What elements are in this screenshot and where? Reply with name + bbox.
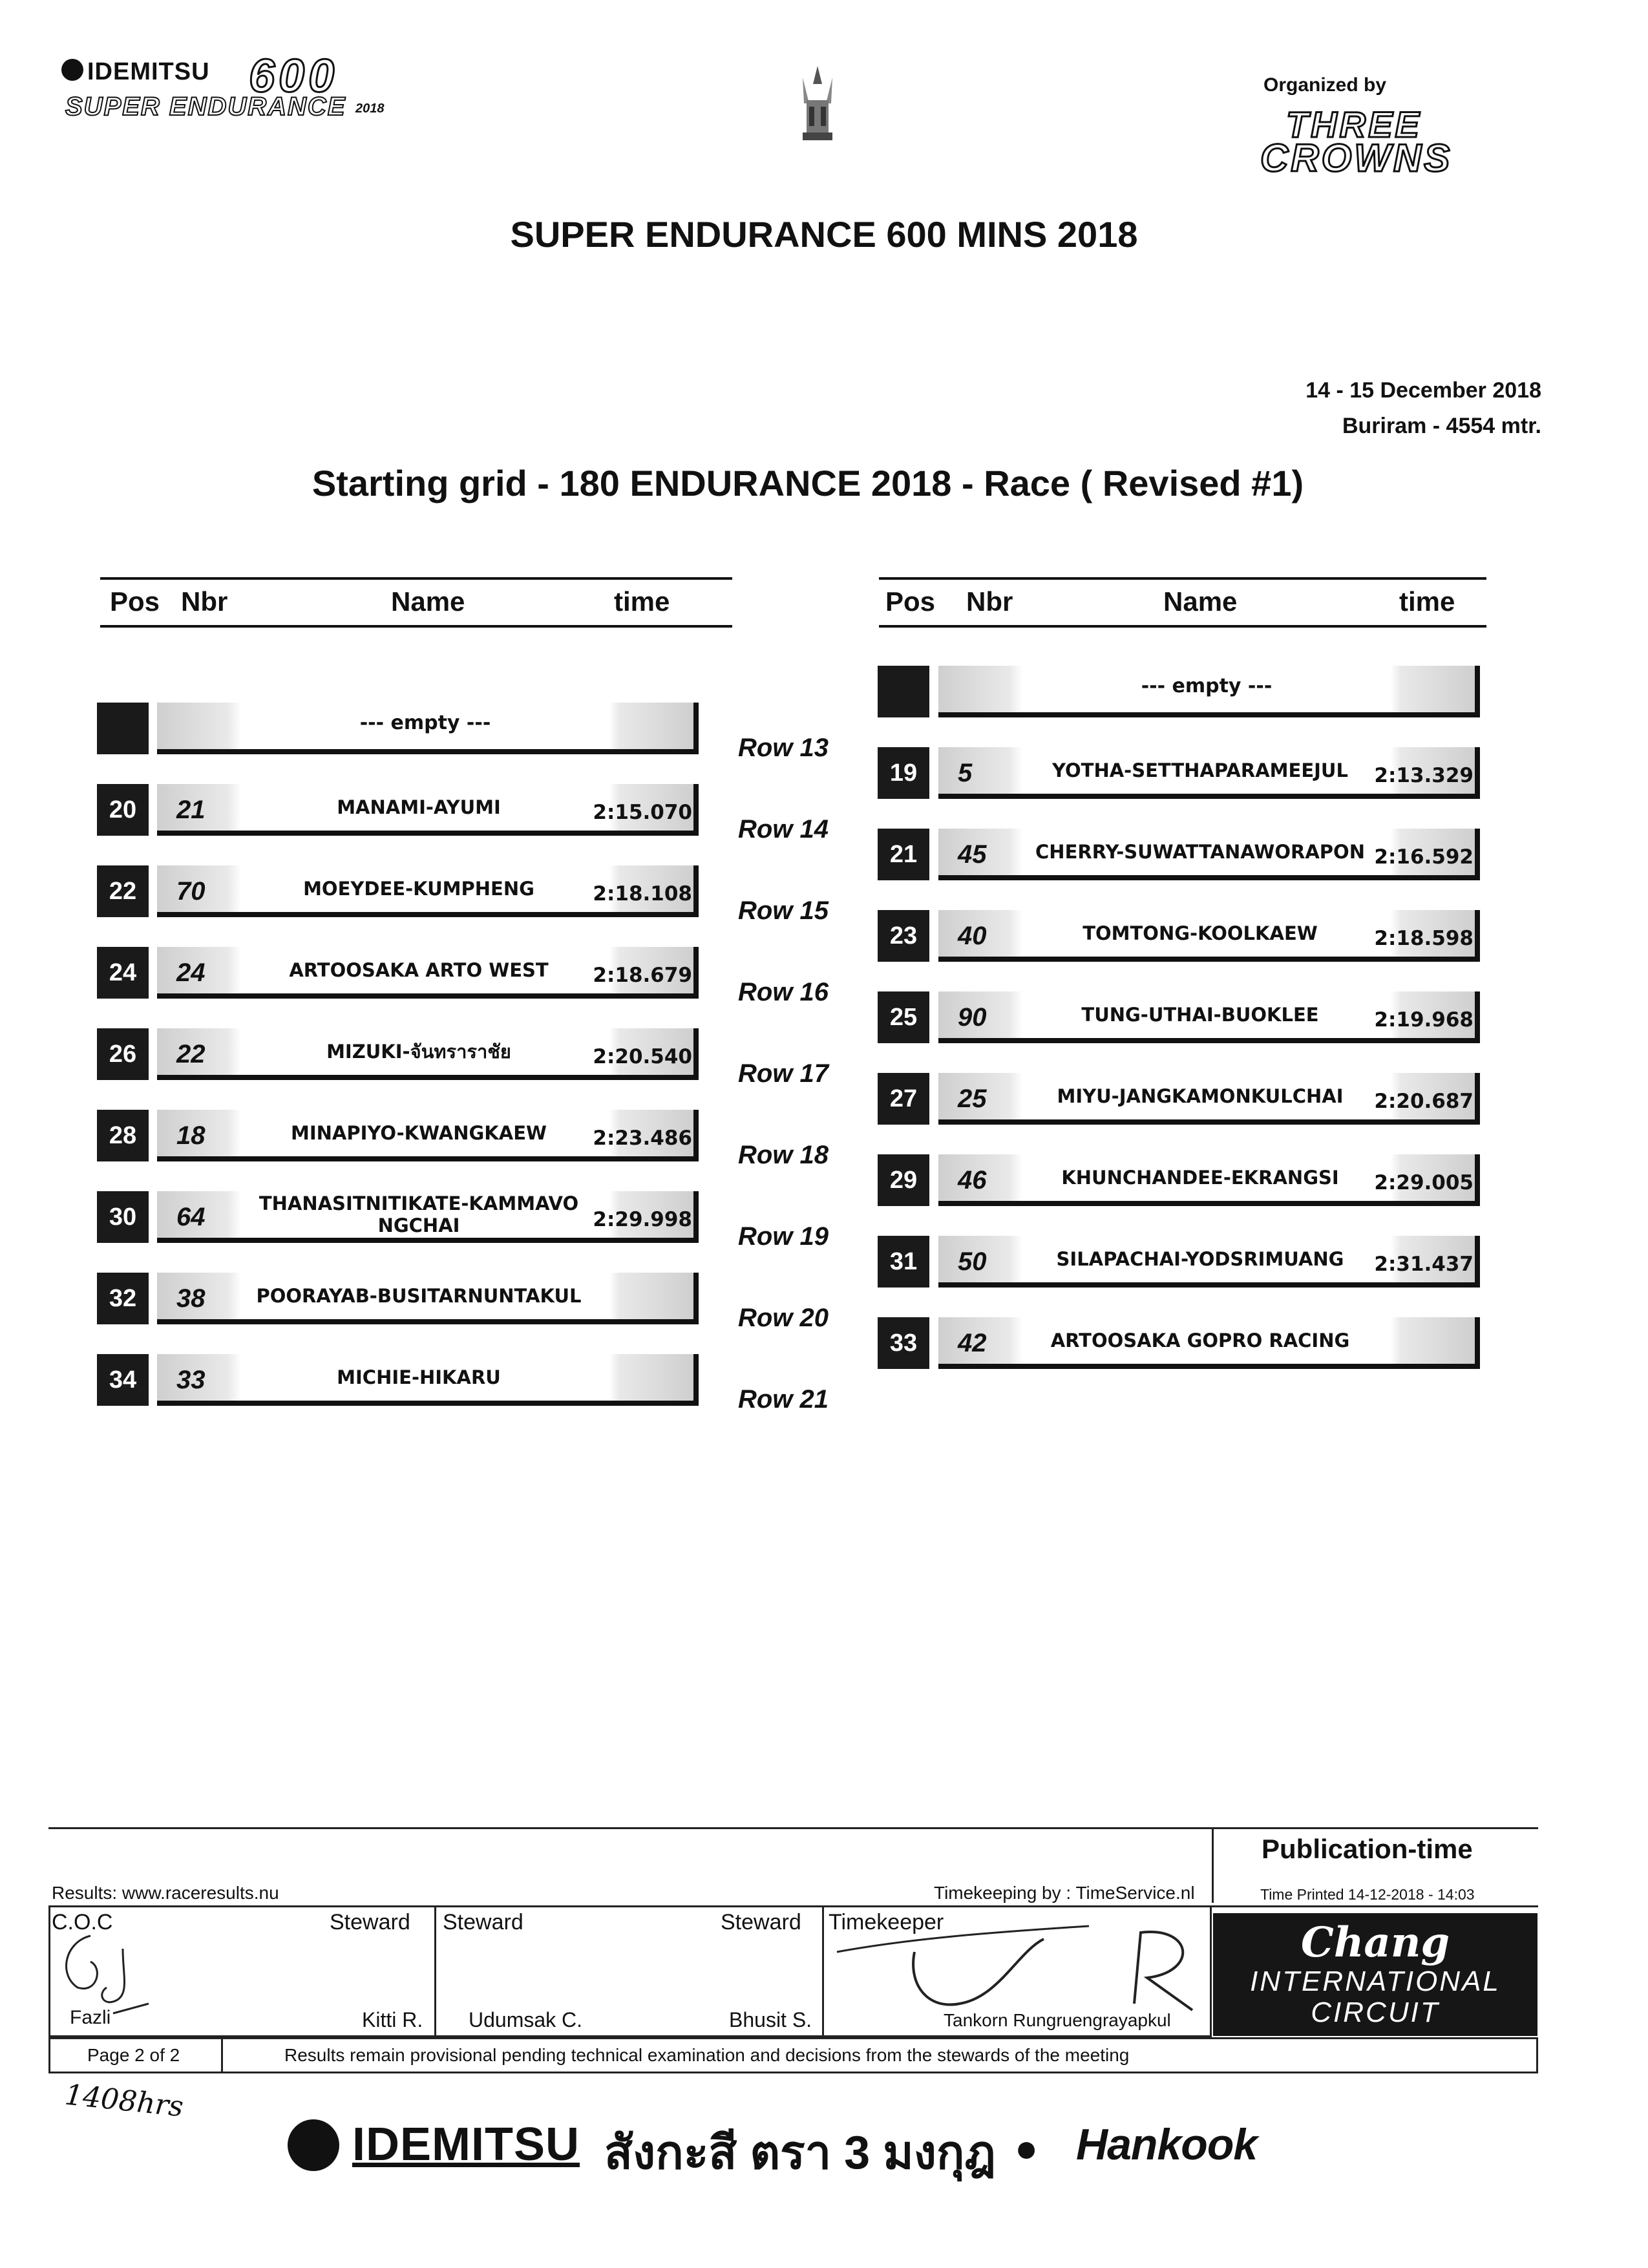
- row-label: Row 14: [738, 815, 829, 843]
- hankook-emblem-icon: ●: [1015, 2126, 1039, 2170]
- qualifying-time: 2:16.592: [1374, 845, 1474, 869]
- event-logo-number: 600: [249, 50, 339, 102]
- row-label: Row 21: [738, 1385, 829, 1414]
- driver-names: THANASITNITIKATE-KAMMAVO NGCHAI: [259, 1192, 579, 1236]
- car-number: 70: [176, 877, 206, 906]
- provisional-disclaimer: Results remain provisional pending technical examination and decisions from the stewards of the meeting: [284, 2045, 1130, 2065]
- grid-position: 22: [97, 865, 149, 917]
- driver-names: ARTOOSAKA GOPRO RACING: [1050, 1330, 1350, 1351]
- car-number: 18: [176, 1121, 206, 1150]
- driver-names: MIZUKI-จันทราราชัย: [326, 1041, 511, 1063]
- qualifying-time: 2:23.486: [593, 1127, 692, 1150]
- grid-entry: [938, 1317, 1480, 1369]
- row-label: Row 13: [738, 734, 829, 762]
- driver-names: ARTOOSAKA ARTO WEST: [289, 959, 549, 981]
- grid-entry: [938, 991, 1480, 1043]
- grid-position: 20: [97, 784, 149, 836]
- grid-position: 25: [878, 991, 929, 1043]
- qualifying-time: 2:18.679: [593, 964, 692, 987]
- car-number: 64: [176, 1203, 206, 1231]
- qualifying-time: 2:20.540: [593, 1045, 692, 1068]
- steward-name: Bhusit S.: [729, 2008, 812, 2031]
- timekeeper-signature-icon: [830, 1913, 1212, 2030]
- header-time: time: [1399, 586, 1455, 617]
- car-number: 50: [958, 1247, 987, 1276]
- header-name: Name: [391, 586, 465, 617]
- event-venue: Buriram - 4554 mtr.: [1342, 414, 1541, 438]
- grid-position: 28: [97, 1110, 149, 1161]
- car-number: 24: [176, 959, 206, 987]
- grid-entry: [157, 1273, 699, 1324]
- car-number: 42: [958, 1329, 987, 1357]
- grid-position: 19: [878, 747, 929, 799]
- driver-names: SILAPACHAI-YODSRIMUANG: [1056, 1248, 1344, 1270]
- idemitsu-emblem-icon: [288, 2119, 339, 2171]
- coc-signature-icon: [52, 1923, 194, 2020]
- grid-entry: [157, 865, 699, 917]
- car-number: 21: [176, 796, 206, 824]
- driver-names: TUNG-UTHAI-BUOKLEE: [1081, 1004, 1319, 1026]
- event-logo-text: SUPER ENDURANCE: [65, 92, 346, 121]
- grid-entry: [938, 666, 1480, 717]
- footer-divider: [1212, 1827, 1214, 1903]
- driver-names: YOTHA-SETTHAPARAMEEJUL: [1052, 759, 1348, 781]
- car-number: 45: [958, 840, 987, 869]
- organized-by-label: Organized by: [1263, 74, 1387, 96]
- driver-names: TOMTONG-KOOLKAEW: [1083, 922, 1318, 944]
- publication-time-label: Publication-time: [1262, 1834, 1473, 1864]
- grid-title: Starting grid - 180 ENDURANCE 2018 - Race ( Revised #1): [312, 463, 1304, 503]
- car-number: 46: [958, 1166, 987, 1194]
- grid-position: [97, 703, 149, 754]
- header-nbr: Nbr: [966, 586, 1013, 617]
- steward-label: Steward: [330, 1910, 410, 1934]
- steward-label: Steward: [443, 1910, 523, 1934]
- timekeeping-by: Timekeeping by : TimeService.nl: [934, 1883, 1195, 1903]
- qualifying-time: 2:18.108: [593, 882, 692, 906]
- header-pos: Pos: [885, 586, 936, 617]
- row-label: Row 15: [738, 896, 829, 925]
- grid-entry: [157, 784, 699, 836]
- car-number: 33: [176, 1366, 206, 1394]
- header-pos: Pos: [110, 586, 160, 617]
- event-title: SUPER ENDURANCE 600 MINS 2018: [510, 214, 1138, 255]
- row-label: Row 20: [738, 1304, 829, 1332]
- header-nbr: Nbr: [181, 586, 228, 617]
- qualifying-time: 2:29.998: [593, 1208, 692, 1231]
- grid-entry: [157, 947, 699, 999]
- page-number: Page 2 of 2: [87, 2045, 180, 2065]
- qualifying-time: 2:18.598: [1374, 927, 1474, 950]
- driver-names: MOEYDEE-KUMPHENG: [303, 878, 534, 900]
- grid-entry: [157, 1110, 699, 1161]
- grid-position: [878, 666, 929, 717]
- three-crowns-logo: [1260, 103, 1538, 181]
- event-logo: [61, 50, 410, 132]
- thai-sponsor-logo: สังกะสี ตรา 3 มงกุฎ: [604, 2127, 996, 2179]
- timekeeper-name: Tankorn Rungruengrayapkul: [944, 2010, 1171, 2030]
- chang-logo-title: Chang: [1300, 1918, 1450, 1967]
- right-column-header: [879, 577, 1486, 628]
- event-date: 14 - 15 December 2018: [1305, 378, 1541, 403]
- chang-logo-line2: INTERNATIONAL: [1250, 1966, 1501, 1997]
- driver-names: CHERRY-SUWATTANAWORAPON: [1035, 841, 1365, 863]
- left-column-header: [100, 577, 732, 628]
- qualifying-time: 2:29.005: [1374, 1171, 1474, 1194]
- grid-entry: [938, 747, 1480, 799]
- driver-names: KHUNCHANDEE-EKRANGSI: [1061, 1167, 1339, 1189]
- grid-entry: [157, 1028, 699, 1080]
- grid-position: 21: [878, 829, 929, 880]
- row-label: Row 18: [738, 1141, 829, 1169]
- driver-names: MINAPIYO-KWANGKAEW: [291, 1122, 547, 1144]
- header-time: time: [614, 586, 670, 617]
- results-site: Results: www.raceresults.nu: [52, 1883, 279, 1903]
- three-crowns-line2: CROWNS: [1260, 136, 1453, 180]
- footer-top-rule: [48, 1827, 1538, 1829]
- qualifying-time: 2:31.437: [1374, 1253, 1474, 1276]
- car-number: 40: [958, 922, 987, 950]
- steward-name: Kitti R.: [362, 2008, 423, 2031]
- car-number: 90: [958, 1003, 987, 1032]
- steward-label: Steward: [721, 1910, 801, 1934]
- steward-name: Udumsak C.: [469, 2008, 583, 2031]
- event-logo-year: 2018: [355, 101, 385, 116]
- event-logo-brand: IDEMITSU: [87, 58, 210, 85]
- row-label: Row 19: [738, 1222, 829, 1251]
- idemitsu-emblem-icon: [61, 59, 83, 81]
- grid-position: 34: [97, 1354, 149, 1406]
- grid-position: 23: [878, 910, 929, 962]
- coc-name: Fazli: [70, 2007, 111, 2028]
- driver-names: MIYU-JANGKAMONKULCHAI: [1057, 1085, 1344, 1107]
- qualifying-time: 2:13.329: [1374, 764, 1474, 787]
- grid-position: 32: [97, 1273, 149, 1324]
- car-number: 25: [958, 1085, 987, 1113]
- grid-entry: [938, 1073, 1480, 1125]
- driver-names: POORAYAB-BUSITARNUNTAKUL: [256, 1285, 582, 1307]
- qualifying-time: 2:19.968: [1374, 1008, 1474, 1032]
- hankook-sponsor-text: Hankook: [1076, 2120, 1258, 2169]
- emblem-seal-icon: [795, 65, 840, 145]
- chang-logo-line3: CIRCUIT: [1311, 1997, 1440, 2028]
- handwritten-note: 1408hrs: [63, 2078, 185, 2124]
- grid-position: 30: [97, 1191, 149, 1243]
- qualifying-time: 2:15.070: [593, 801, 692, 824]
- grid-entry: [938, 1236, 1480, 1288]
- car-number: 22: [176, 1040, 206, 1068]
- car-number: 38: [176, 1284, 206, 1313]
- row-label: Row 17: [738, 1059, 829, 1088]
- car-number: 5: [958, 759, 973, 787]
- grid-entry: [157, 1191, 699, 1243]
- grid-position: 31: [878, 1236, 929, 1288]
- row-label: Row 16: [738, 978, 829, 1006]
- grid-position: 26: [97, 1028, 149, 1080]
- grid-entry: [938, 1154, 1480, 1206]
- timekeeper-label: Timekeeper: [829, 1910, 944, 1934]
- idemitsu-sponsor-text: IDEMITSU: [352, 2119, 580, 2170]
- grid-position: 24: [97, 947, 149, 999]
- grid-position: 27: [878, 1073, 929, 1125]
- grid-entry: [938, 829, 1480, 880]
- header-name: Name: [1163, 586, 1238, 617]
- three-crowns-line1: THREE: [1286, 104, 1422, 145]
- empty-slot: --- empty ---: [1141, 675, 1273, 697]
- time-printed: Time Printed 14-12-2018 - 14:03: [1260, 1886, 1475, 1903]
- qualifying-time: 2:20.687: [1374, 1090, 1474, 1113]
- driver-names: MANAMI-AYUMI: [337, 796, 501, 818]
- empty-slot: --- empty ---: [359, 712, 491, 734]
- driver-names: MICHIE-HIKARU: [337, 1366, 501, 1388]
- grid-entry: [157, 703, 699, 754]
- grid-position: 29: [878, 1154, 929, 1206]
- grid-position: 33: [878, 1317, 929, 1369]
- chang-circuit-logo: [1213, 1913, 1537, 2036]
- grid-entry: [157, 1354, 699, 1406]
- grid-entry: [938, 910, 1480, 962]
- coc-label: C.O.C: [52, 1910, 113, 1934]
